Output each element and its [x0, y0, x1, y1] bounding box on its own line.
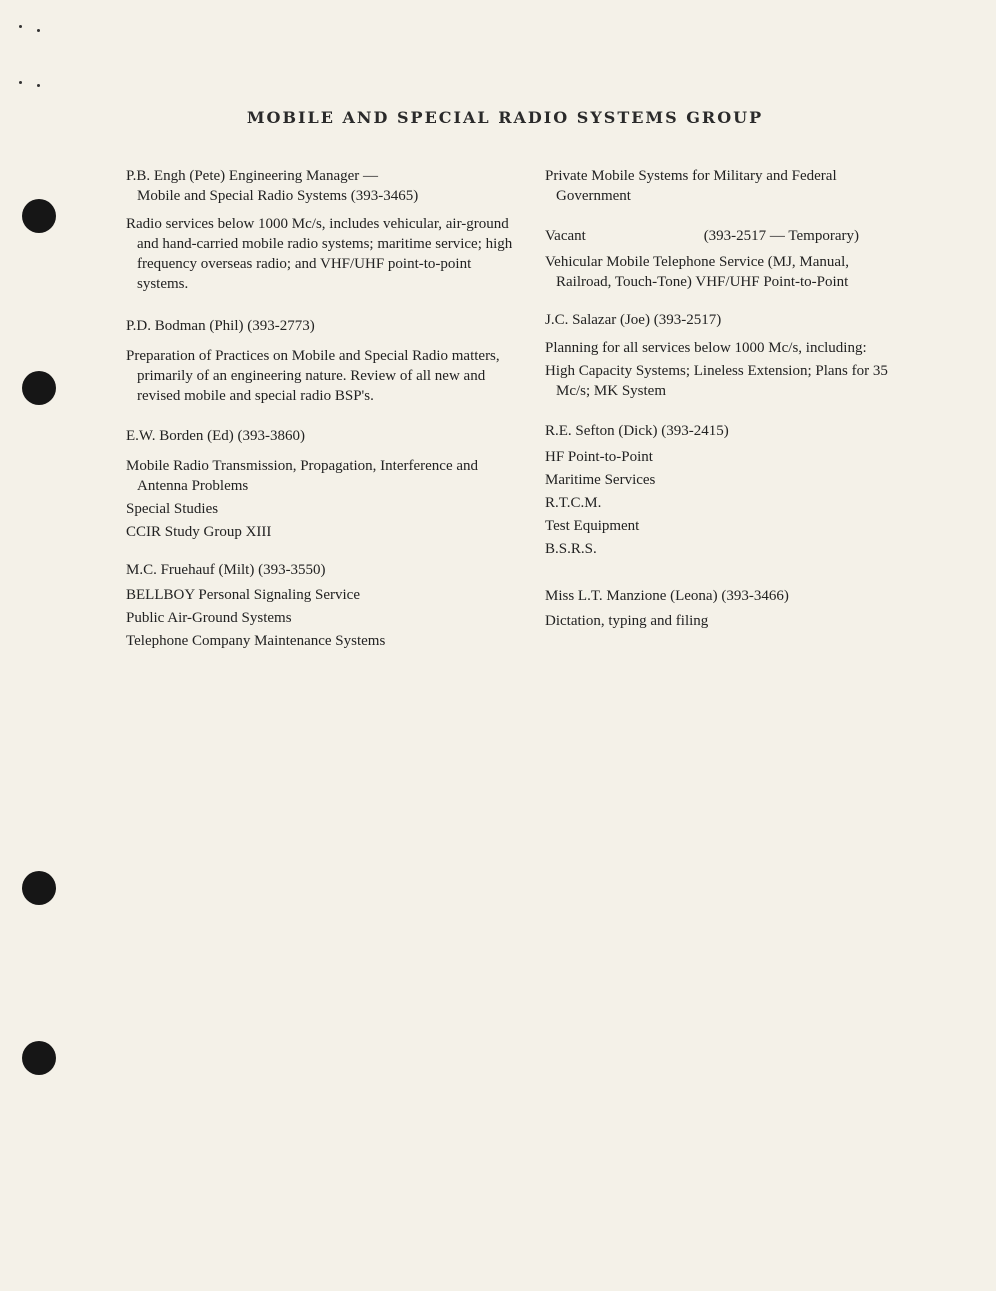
borden-item: CCIR Study Group XIII — [126, 524, 272, 540]
fruehauf-item: Telephone Company Maintenance Systems — [126, 633, 386, 649]
engh-title: Mobile and Special Radio Systems (393-3465) — [137, 188, 419, 204]
engh-description: Radio services below 1000 Mc/s, includes vehicular, air-ground and hand-carried mobile radio systems; maritime service; high frequency overseas radio; and VHF/UHF point-to-point systems. — [126, 216, 513, 292]
vacant-header — [545, 226, 859, 246]
salazar-description: High Capacity Systems; Lineless Extension; Plans for 35 Mc/s; MK System — [545, 363, 888, 399]
sefton-item: R.T.C.M. — [545, 495, 602, 511]
borden-item: Special Studies — [126, 501, 219, 517]
left-column — [126, 166, 521, 653]
manzione-entry — [545, 586, 965, 633]
borden-name: E.W. Borden (Ed) (393-3860) — [126, 428, 305, 444]
binder-hole — [22, 871, 56, 905]
speck-mark — [19, 81, 22, 84]
manzione-name: Miss L.T. Manzione (Leona) (393-3466) — [545, 588, 789, 604]
vacant-label: Vacant — [545, 228, 586, 244]
borden-item: Mobile Radio Transmission, Propagation, Interference and Antenna Problems — [126, 458, 479, 494]
speck-mark — [19, 25, 22, 28]
fruehauf-item: BELLBOY Personal Signaling Service — [126, 587, 360, 603]
salazar-entry — [545, 310, 965, 401]
sefton-item: B.S.R.S. — [545, 541, 597, 557]
borden-entry — [126, 426, 521, 544]
page-title: MOBILE AND SPECIAL RADIO SYSTEMS GROUP — [246, 108, 764, 127]
engh-name: P.B. Engh (Pete) Engineering Manager — — [126, 168, 379, 184]
fruehauf-item: Public Air-Ground Systems — [126, 610, 292, 626]
fruehauf-name: M.C. Fruehauf (Milt) (393-3550) — [126, 562, 326, 578]
binder-hole — [22, 371, 56, 405]
engh-entry — [126, 166, 521, 294]
private-mobile-description: Private Mobile Systems for Military and Federal Government — [545, 168, 837, 204]
sefton-item: HF Point-to-Point — [545, 449, 653, 465]
fruehauf-entry — [126, 560, 521, 653]
binder-hole — [22, 1041, 56, 1075]
speck-mark — [37, 84, 40, 87]
bodman-entry — [126, 316, 521, 406]
vacant-entry — [545, 226, 965, 292]
sefton-item: Test Equipment — [545, 518, 640, 534]
salazar-description: Planning for all services below 1000 Mc/s, including: — [545, 340, 867, 356]
right-column — [545, 166, 965, 633]
salazar-name: J.C. Salazar (Joe) (393-2517) — [545, 312, 722, 328]
binder-hole — [22, 199, 56, 233]
sefton-name: R.E. Sefton (Dick) (393-2415) — [545, 423, 729, 439]
vacant-phone: (393-2517 — Temporary) — [703, 228, 859, 244]
vacant-description: Vehicular Mobile Telephone Service (MJ, Manual, Railroad, Touch-Tone) VHF/UHF Point-to-Point — [545, 254, 850, 290]
bodman-description: Preparation of Practices on Mobile and Special Radio matters, primarily of an engineering nature. Review of all new and revised mobile and special radio BSP's. — [126, 348, 500, 404]
bodman-name: P.D. Bodman (Phil) (393-2773) — [126, 318, 315, 334]
sefton-entry — [545, 421, 965, 561]
manzione-description: Dictation, typing and filing — [545, 613, 709, 629]
sefton-item: Maritime Services — [545, 472, 656, 488]
speck-mark — [37, 29, 40, 32]
